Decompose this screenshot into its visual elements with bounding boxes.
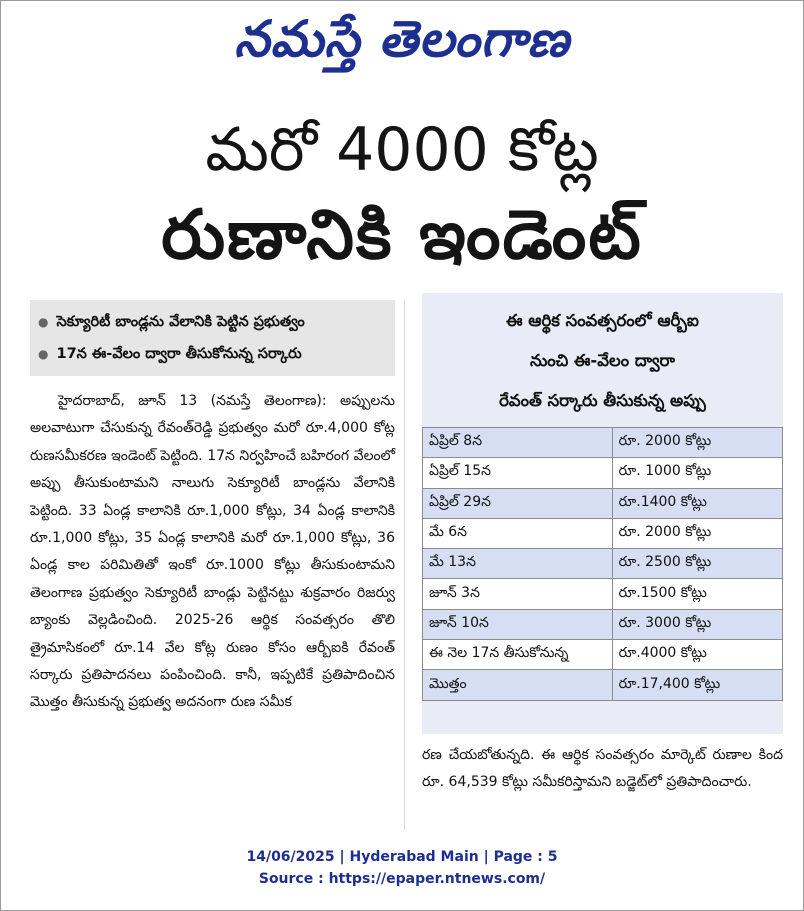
loan-date: మే 6న [423,518,613,548]
article-body-right [422,742,783,832]
table-row [423,549,783,579]
footer-edition-info: 14/06/2025 | Hyderabad Main | Page : 5 [246,849,558,865]
column-divider [404,300,405,830]
loan-table-heading-line: నుంచి ఈ-వేలం ద్వారా [529,351,675,370]
article-paragraph: హైదరాబాద్, జూన్ 13 (నమస్తే తెలంగాణ): అప్పులను అలవాటుగా చేసుకున్న రేవంత్‌రెడ్డి ప్రభుత్వం మరో రూ.4,000 కోట్ల రుణసమీకరణ ఇండెంట్ పెట్టింది. 17న నిర్వహించే బహిరంగ వేలంలో అప్పు తీసుకుంటామని నాలుగు సెక్యూరిటీ బాండ్లను వేలానికి పెట్టింది. 33 ఏండ్ల కాలానికి రూ.1,000 కోట్లు, 34 ఏండ్ల కాలానికి రూ.1,000 కోట్లు, 35 ఏండ్ల కాలానికి మరో రూ.1,000 కోట్లు, 36 ఏండ్ల కాల పరిమితితో ఇంకో రూ.1000 కోట్లు తీసుకుంటామని తెలంగాణ ప్రభుత్వం సెక్యూరిటీ బాండ్లు పెట్టినట్టు శుక్రవారం రిజర్వు బ్యాంకు వెల్లడించింది. 2025-26 ఆర్థిక సంవత్సరం తొలి త్రైమాసికంలో రూ.14 వేల కోట్ల రుణం కోసం ఆర్బీఐకి రేవంత్ సర్కారు ప్రతిపాదనలు పంపించింది. కానీ, ఇప్పటికే ప్రతిపాదించిన మొత్తం తీసుకున్న ప్రభుత్వ అదనంగా రుణ సమీక [30,393,395,711]
loan-amount: రూ. 2000 కోట్లు [612,518,782,548]
highlight-text: 17న ఈ-వేలం ద్వారా తీసుకోనున్న సర్కారు [56,346,302,362]
loan-amount: రూ.1500 కోట్లు [612,579,782,609]
table-row [423,640,783,670]
table-row [423,428,783,458]
loan-date: ఏప్రిల్ 15న [423,458,613,488]
loan-table [422,427,783,701]
loan-date: జూన్ 3న [423,579,613,609]
table-row [423,609,783,639]
table-row [423,670,783,700]
loan-table-box [422,293,783,734]
loan-date: ఏప్రిల్ 29న [423,488,613,518]
loan-amount: రూ. 2500 కోట్లు [612,549,782,579]
page-footer [0,846,804,890]
highlight-item [38,338,387,370]
table-row [423,518,783,548]
loan-amount: రూ. 2000 కోట్లు [612,428,782,458]
table-row [423,579,783,609]
table-row [423,458,783,488]
footer-source-link[interactable]: Source : https://epaper.ntnews.com/ [258,871,546,887]
table-row [423,488,783,518]
loan-table-heading-line: రేవంత్ సర్కారు తీసుకున్న అప్పు [499,391,706,410]
loan-amount: రూ. 3000 కోట్లు [612,609,782,639]
loan-date-total: మొత్తం [423,670,613,700]
headline-line-1: మరో 4000 కోట్ల [205,115,599,185]
loan-amount-total: రూ.17,400 కోట్లు [612,670,782,700]
highlight-text: సెక్యూరిటీ బాండ్లను వేలానికి పెట్టిన ప్రభుత్వం [56,314,305,330]
loan-date: మే 13న [423,549,613,579]
loan-table-heading-line: ఈ ఆర్థిక సంవత్సరంలో ఆర్బీఐ [506,311,699,330]
bullet-icon: ● [38,347,49,361]
loan-amount: రూ. 1000 కోట్లు [612,458,782,488]
article-paragraph: రణ చేయబోతున్నది. ఈ ఆర్థిక సంవత్సరం మార్కెట్ రుణాల కింద రూ. 64,539 కోట్లు సమీకరిస్తామని బడ్జెట్‌లో ప్రతిపాదించారు. [422,747,783,791]
newspaper-masthead: నమస్తే తెలంగాణ [234,9,570,68]
headline-line-2: రుణానికి ఇండెంట్ [161,196,643,275]
highlights-box [30,300,395,376]
loan-date: ఏప్రిల్ 8న [423,428,613,458]
loan-date: జూన్ 10న [423,609,613,639]
article-body-left [30,388,395,828]
loan-table-heading [422,293,783,427]
loan-date: ఈ నెల 17న తీసుకోనున్న [423,640,613,670]
loan-amount: రూ.4000 కోట్లు [612,640,782,670]
bullet-icon: ● [38,315,49,329]
highlight-item [38,306,387,338]
loan-amount: రూ.1400 కోట్లు [612,488,782,518]
